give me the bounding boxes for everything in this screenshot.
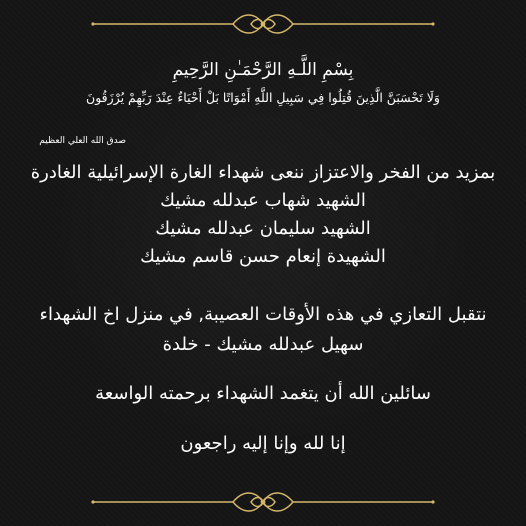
martyr-name-1: الشهيد شهاب عبدلله مشيك — [160, 190, 366, 211]
condolences-line-2: سهيل عبدلله مشيك - خلدة — [162, 334, 364, 355]
sadaq-line: صدق الله العلي العظيم — [39, 136, 126, 146]
closing-line: إنا لله وإنا إليه راجعون — [180, 433, 346, 454]
top-ornament-divider — [73, 6, 453, 42]
martyr-name-3: الشهيدة إنعام حسن قاسم مشيك — [140, 246, 386, 267]
basmala: بِسْمِ اللَّـهِ الرَّحْمَـٰنِ الرَّحِيمِ — [172, 60, 354, 80]
announcement-line: بمزيد من الفخر والاعتزاز ننعى شهداء الغارة الإسرائيلية الغادرة — [30, 162, 496, 183]
bottom-ornament-divider — [73, 484, 453, 520]
prayer-line: سائلين الله أن يتغمد الشهداء برحمته الواسعة — [95, 383, 431, 404]
martyr-name-2: الشهيد سليمان عبدلله مشيك — [155, 218, 371, 239]
quran-verse: وَلَا تَحْسَبَنَّ الَّذِينَ قُتِلُوا فِي سَبِيلِ اللَّهِ أَمْوَاتًا بَلْ أَحْيَاءٌ عِنْدَ رَبِّهِمْ يُرْزَقُونَ — [86, 90, 440, 105]
condolences-line-1: نتقبل التعازي في هذه الأوقات العصيبة, في منزل اخ الشهداء — [39, 304, 487, 325]
